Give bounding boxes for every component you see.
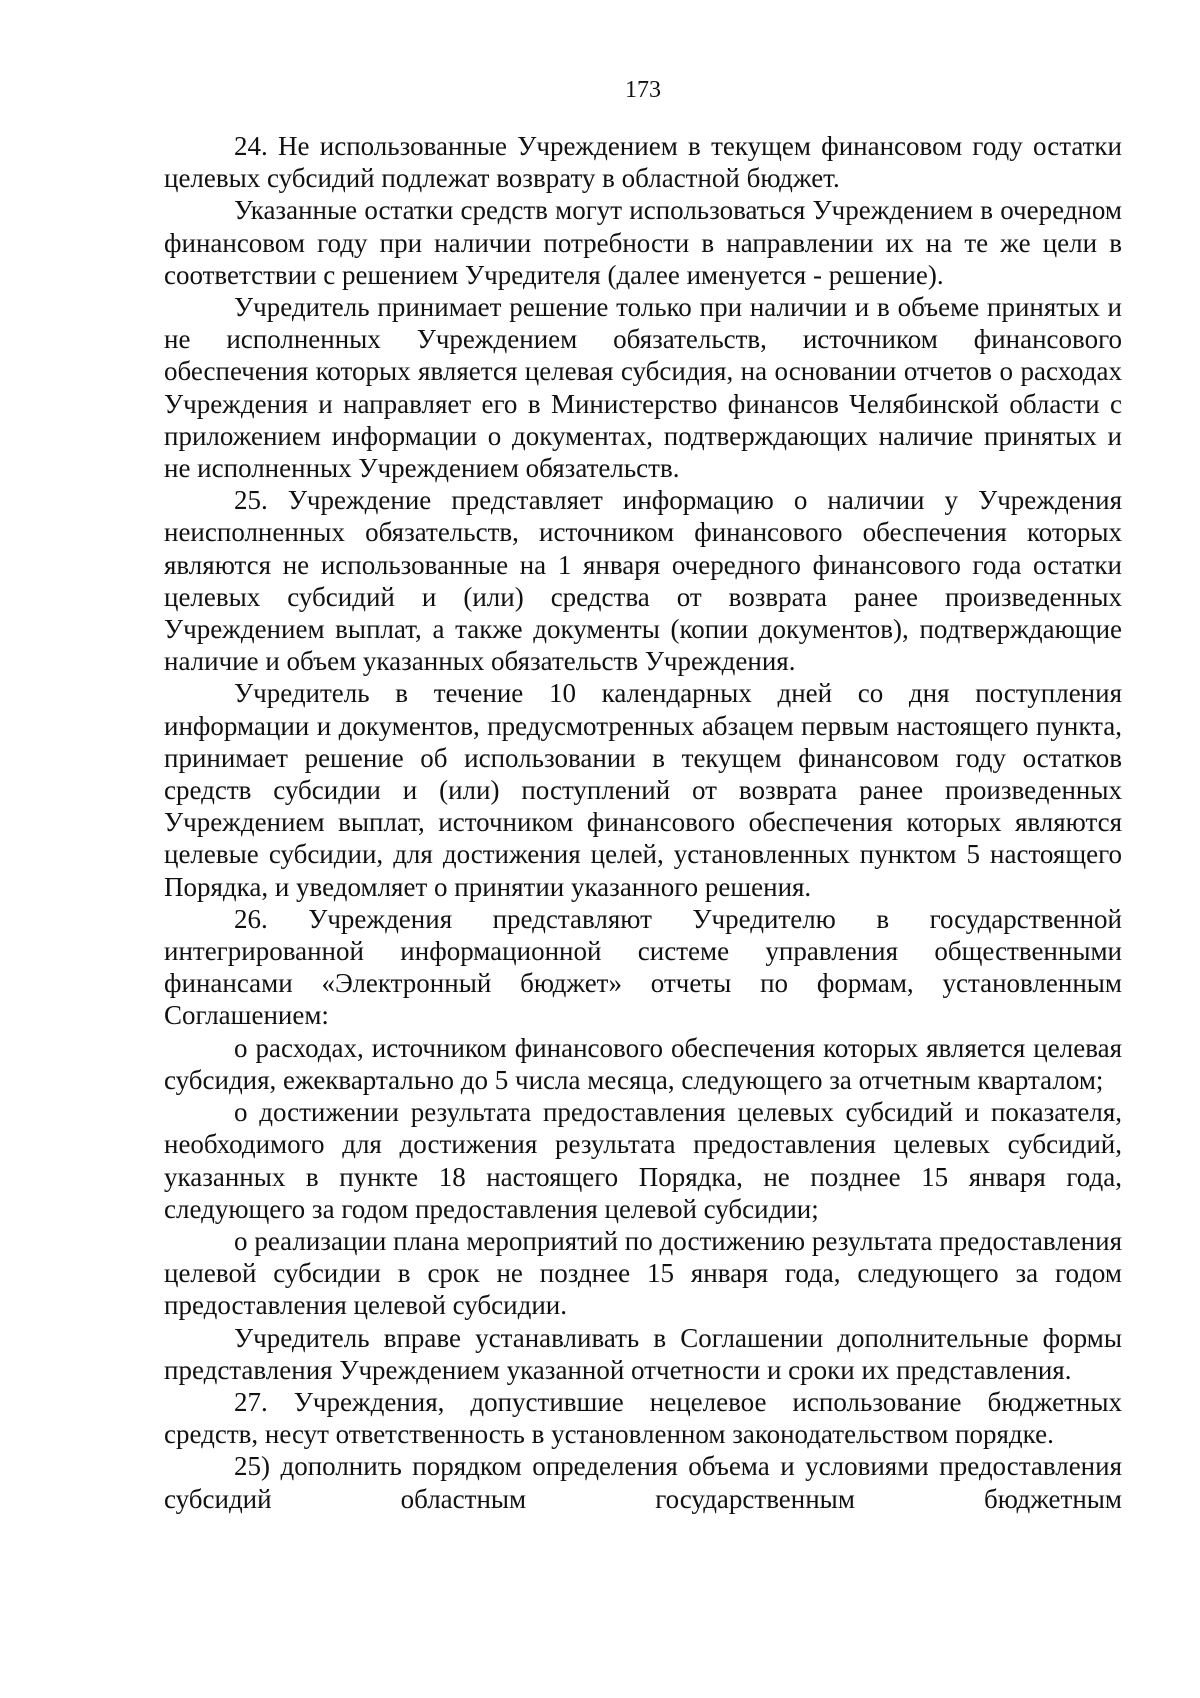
document-page: [164, 0, 1122, 1698]
paragraph-27: 27. Учреждения, допустившие нецелевое использование бюджетных средств, несут ответственность в установленном законодательством порядке.: [164, 1386, 1122, 1450]
paragraph-report-plan: о реализации плана мероприятий по достижению результата предоставления целевой субсидии в срок не позднее 15 января года, следующего за годом предоставления целевой субсидии.: [164, 1225, 1122, 1321]
paragraph-25: 25. Учреждение представляет информацию о наличии у Учреждения неисполненных обязательств, источником финансового обеспечения которых являются не использованные на 1 января очередного финансового года остатки целевых субсидий и (или) средства от возврата ранее произведенных Учреждением выплат, а также документы (копии документов), подтверждающие наличие и объем указанных обязательств Учреждения.: [164, 485, 1122, 677]
paragraph-remainder-use: Указанные остатки средств могут использоваться Учреждением в очередном финансовом году при наличии потребности в направлении их на те же цели в соответствии с решением Учредителя (далее именуется - решение).: [164, 195, 1122, 290]
paragraph-founder-10-days: Учредитель в течение 10 календарных дней со дня поступления информации и документов, предусмотренных абзацем первым настоящего пункта, принимает решение об использовании в текущем финансовом году остатков средств субсидии и (или) поступлений от возврата ранее произведенных Учреждением выплат, источником финансового обеспечения которых являются целевые субсидии, для достижения целей, установленных пунктом 5 настоящего Порядка, и уведомляет о принятии указанного решения.: [164, 678, 1122, 902]
paragraph-item-25: 25) дополнить порядком определения объема и условиями предоставления субсидий областным государственным бюджетным: [164, 1451, 1122, 1514]
page-number: 173: [625, 77, 661, 103]
paragraph-24: 24. Не использованные Учреждением в текущем финансовом году остатки целевых субсидий подлежат возврату в областной бюджет.: [164, 131, 1122, 194]
paragraph-additional-forms: Учредитель вправе устанавливать в Соглашении дополнительные формы представления Учреждением указанной отчетности и сроки их представления.: [164, 1322, 1122, 1385]
paragraph-report-results: о достижении результата предоставления целевых субсидий и показателя, необходимого для достижения результата предоставления целевых субсидий, указанных в пункте 18 настоящего Порядка, не позднее 15 января года, следующего за годом предоставления целевой субсидии;: [164, 1097, 1122, 1224]
document-body: [164, 130, 1122, 1515]
paragraph-report-expenses: о расходах, источником финансового обеспечения которых является целевая субсидия, ежеквартально до 5 числа месяца, следующего за отчетным кварталом;: [164, 1032, 1122, 1095]
paragraph-26: 26. Учреждения представляют Учредителю в государственной интегрированной информационной системе управления общественными финансами «Электронный бюджет» отчеты по формам, установленным Соглашением:: [164, 903, 1122, 1031]
paragraph-founder-decision: Учредитель принимает решение только при наличии и в объеме принятых и не исполненных Учреждением обязательств, источником финансового обеспечения которых является целевая субсидия, на основании отчетов о расходах Учреждения и направляет его в Министерство финансов Челябинской области с приложением информации о документах, подтверждающих наличие принятых и не исполненных Учреждением обязательств.: [164, 292, 1122, 484]
